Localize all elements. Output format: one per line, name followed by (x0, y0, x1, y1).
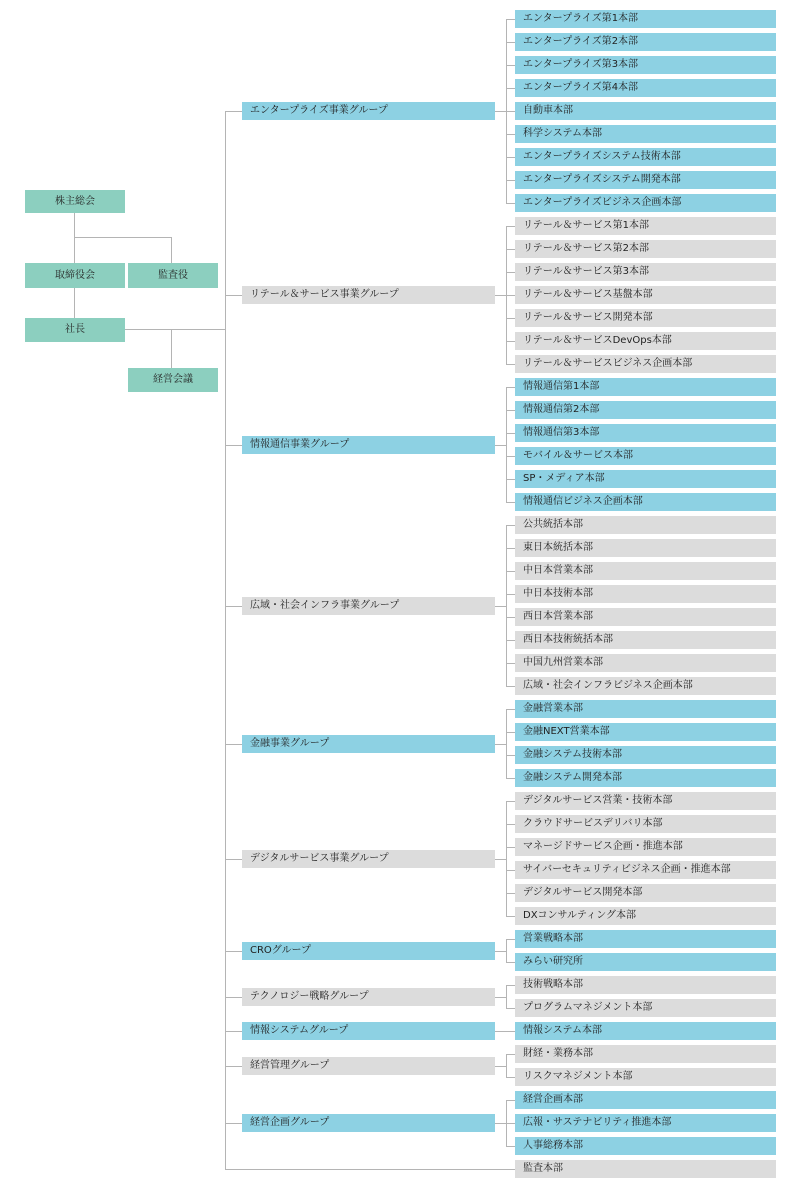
department-box: 広域・社会インフラビジネス企画本部 (515, 677, 776, 695)
connector-group-department (495, 997, 506, 998)
connector-department-stub (506, 111, 515, 112)
connector-department-stub (506, 801, 515, 802)
connector-department-stub (506, 824, 515, 825)
connector-department-stub (506, 847, 515, 848)
department-box: 技術戦略本部 (515, 976, 776, 994)
connector-department-stub (506, 525, 515, 526)
connector-department-bus (506, 1054, 507, 1078)
department-box: 中国九州営業本部 (515, 654, 776, 672)
connector-council-drop (171, 329, 172, 368)
department-box: エンタープライズ第4本部 (515, 79, 776, 97)
department-box: エンタープライズシステム技術本部 (515, 148, 776, 166)
group-box: テクノロジー戦略グループ (242, 988, 495, 1006)
connector-department-stub (506, 203, 515, 204)
department-box: 経営企画本部 (515, 1091, 776, 1109)
connector-department-stub (506, 755, 515, 756)
group-box: CROグループ (242, 942, 495, 960)
connector-department-stub (506, 939, 515, 940)
connector-spine-group (225, 1066, 242, 1067)
connector-department-stub (506, 916, 515, 917)
connector-department-stub (506, 732, 515, 733)
connector-department-stub (506, 410, 515, 411)
department-box: 西日本技術統括本部 (515, 631, 776, 649)
connector-department-bus (506, 1100, 507, 1147)
connector-department-stub (506, 778, 515, 779)
department-box: リテール＆サービス第2本部 (515, 240, 776, 258)
department-box: エンタープライズビジネス企画本部 (515, 194, 776, 212)
group-box: 情報通信事業グループ (242, 436, 495, 454)
connector-spine-group (225, 997, 242, 998)
group-box: エンタープライズ事業グループ (242, 102, 495, 120)
department-box: リテール＆サービスビジネス企画本部 (515, 355, 776, 373)
connector-main-spine (225, 111, 226, 1170)
department-box: 科学システム本部 (515, 125, 776, 143)
department-box: サイバーセキュリティビジネス企画・推進本部 (515, 861, 776, 879)
shareholders-meeting-box: 株主総会 (25, 190, 125, 213)
department-box: リテール＆サービスDevOps本部 (515, 332, 776, 350)
connector-group-department (495, 606, 506, 607)
connector-department-stub (506, 640, 515, 641)
connector-department-stub (506, 686, 515, 687)
connector-department-stub (506, 364, 515, 365)
connector-department-stub (506, 157, 515, 158)
connector-department-stub (506, 962, 515, 963)
connector-group-department (495, 1066, 506, 1067)
department-box: DXコンサルティング本部 (515, 907, 776, 925)
auditor-box: 監査役 (128, 263, 218, 288)
connector-shareholders-board (74, 213, 75, 263)
connector-department-bus (506, 387, 507, 503)
connector-group-department (495, 744, 506, 745)
department-box: 情報通信ビジネス企画本部 (515, 493, 776, 511)
connector-auditor-drop (171, 237, 172, 263)
department-box: 金融システム技術本部 (515, 746, 776, 764)
department-box: 公共統括本部 (515, 516, 776, 534)
connector-department-stub (506, 134, 515, 135)
group-box: 情報システムグループ (242, 1022, 495, 1040)
connector-spine-group (225, 1123, 242, 1124)
connector-department-stub (506, 42, 515, 43)
connector-auditor-branch (74, 237, 172, 238)
connector-department-stub (506, 19, 515, 20)
connector-spine-group (225, 951, 242, 952)
department-box: 情報通信第2本部 (515, 401, 776, 419)
president-box: 社長 (25, 318, 125, 342)
department-box: みらい研究所 (515, 953, 776, 971)
department-box: 金融営業本部 (515, 700, 776, 718)
connector-department-bus (506, 985, 507, 1009)
department-box: モバイル＆サービス本部 (515, 447, 776, 465)
connector-department-stub (506, 1100, 515, 1101)
group-box: デジタルサービス事業グループ (242, 850, 495, 868)
connector-department-bus (506, 801, 507, 917)
connector-department-stub (506, 318, 515, 319)
connector-department-stub (506, 985, 515, 986)
department-box: エンタープライズシステム開発本部 (515, 171, 776, 189)
connector-department-stub (506, 456, 515, 457)
connector-department-stub (506, 249, 515, 250)
department-box: エンタープライズ第3本部 (515, 56, 776, 74)
department-box: 広報・サステナビリティ推進本部 (515, 1114, 776, 1132)
connector-spine-group (225, 744, 242, 745)
connector-department-bus (506, 226, 507, 365)
connector-department-bus (506, 709, 507, 779)
department-box: 情報システム本部 (515, 1022, 776, 1040)
connector-department-stub (506, 387, 515, 388)
department-box: リスクマネジメント本部 (515, 1068, 776, 1086)
connector-spine-group (225, 1031, 242, 1032)
connector-department-bus (506, 525, 507, 687)
connector-spine-group (225, 445, 242, 446)
connector-department-stub (506, 226, 515, 227)
connector-department-stub (506, 663, 515, 664)
connector-group-department (495, 1031, 506, 1032)
department-box: プログラムマネジメント本部 (515, 999, 776, 1017)
group-box: リテール＆サービス事業グループ (242, 286, 495, 304)
connector-department-stub (506, 1031, 515, 1032)
connector-department-stub (506, 479, 515, 480)
connector-department-stub (506, 1146, 515, 1147)
connector-department-bus (506, 939, 507, 963)
connector-board-president (74, 288, 75, 318)
board-of-directors-box: 取締役会 (25, 263, 125, 288)
connector-department-stub (506, 65, 515, 66)
connector-group-department (495, 951, 506, 952)
connector-department-stub (506, 295, 515, 296)
connector-department-stub (506, 1054, 515, 1055)
connector-department-stub (506, 709, 515, 710)
connector-department-stub (506, 180, 515, 181)
management-council-box: 経営会議 (128, 368, 218, 392)
department-box: 自動車本部 (515, 102, 776, 120)
connector-department-stub (506, 594, 515, 595)
connector-department-stub (506, 571, 515, 572)
connector-group-department (495, 111, 506, 112)
connector-group-department (495, 295, 506, 296)
group-box: 経営企画グループ (242, 1114, 495, 1132)
connector-department-stub (506, 1077, 515, 1078)
connector-spine-audit (225, 1169, 515, 1170)
connector-group-department (495, 1123, 506, 1124)
connector-spine-group (225, 111, 242, 112)
connector-group-department (495, 859, 506, 860)
connector-department-stub (506, 893, 515, 894)
department-box: リテール＆サービス第1本部 (515, 217, 776, 235)
department-box: 情報通信第3本部 (515, 424, 776, 442)
department-box: 財経・業務本部 (515, 1045, 776, 1063)
department-box: リテール＆サービス第3本部 (515, 263, 776, 281)
connector-department-stub (506, 502, 515, 503)
group-box: 経営管理グループ (242, 1057, 495, 1075)
department-box: デジタルサービス開発本部 (515, 884, 776, 902)
connector-department-stub (506, 1008, 515, 1009)
connector-department-stub (506, 1123, 515, 1124)
department-box: 営業戦略本部 (515, 930, 776, 948)
department-box: 西日本営業本部 (515, 608, 776, 626)
department-box: 金融NEXT営業本部 (515, 723, 776, 741)
connector-department-stub (506, 433, 515, 434)
group-box: 広域・社会インフラ事業グループ (242, 597, 495, 615)
department-box: 金融システム開発本部 (515, 769, 776, 787)
department-box: 人事総務本部 (515, 1137, 776, 1155)
department-box: リテール＆サービス基盤本部 (515, 286, 776, 304)
department-box: SP・メディア本部 (515, 470, 776, 488)
connector-department-bus (506, 19, 507, 204)
department-box: エンタープライズ第2本部 (515, 33, 776, 51)
department-box: マネージドサービス企画・推進本部 (515, 838, 776, 856)
department-box: 東日本統括本部 (515, 539, 776, 557)
connector-department-stub (506, 88, 515, 89)
connector-department-stub (506, 870, 515, 871)
connector-group-department (495, 445, 506, 446)
department-box: クラウドサービスデリバリ本部 (515, 815, 776, 833)
department-box: 情報通信第1本部 (515, 378, 776, 396)
connector-department-stub (506, 617, 515, 618)
department-box: エンタープライズ第1本部 (515, 10, 776, 28)
connector-department-stub (506, 341, 515, 342)
connector-spine-group (225, 295, 242, 296)
department-box: 中日本技術本部 (515, 585, 776, 603)
audit-department-box: 監査本部 (515, 1160, 776, 1178)
connector-department-stub (506, 548, 515, 549)
connector-department-stub (506, 272, 515, 273)
group-box: 金融事業グループ (242, 735, 495, 753)
connector-president-spine (125, 329, 225, 330)
connector-spine-group (225, 606, 242, 607)
connector-spine-group (225, 859, 242, 860)
department-box: デジタルサービス営業・技術本部 (515, 792, 776, 810)
department-box: リテール＆サービス開発本部 (515, 309, 776, 327)
department-box: 中日本営業本部 (515, 562, 776, 580)
